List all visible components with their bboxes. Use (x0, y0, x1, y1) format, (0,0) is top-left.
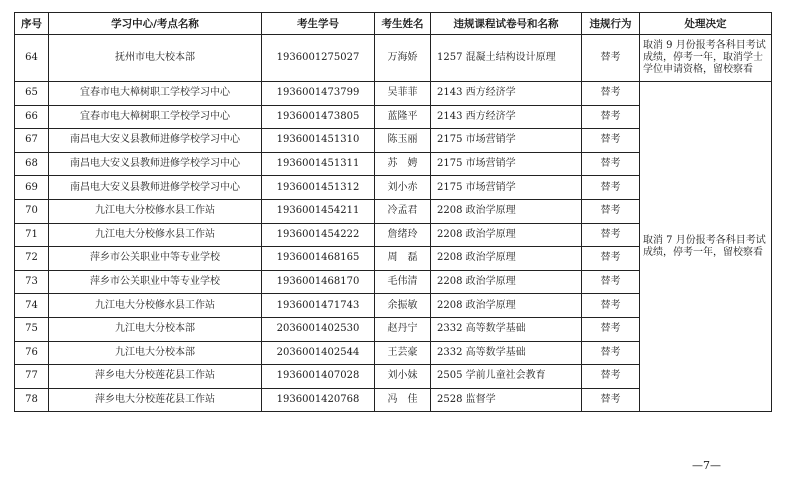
page-number: —7— (692, 459, 721, 472)
cell-violation: 替考 (582, 35, 640, 82)
cell-center: 萍乡电大分校莲花县工作站 (49, 388, 262, 412)
header-violation: 违规行为 (582, 13, 640, 35)
cell-student-id: 2036001402544 (262, 341, 375, 365)
cell-student-id: 1936001451312 (262, 176, 375, 200)
decision-second: 取消 7 月份报考各科目考试成绩，停考一年，留校察看 (640, 82, 772, 412)
cell-course: 2208 政治学原理 (431, 199, 582, 223)
cell-course: 2208 政治学原理 (431, 247, 582, 271)
cell-violation: 替考 (582, 365, 640, 389)
header-name: 考生姓名 (375, 13, 431, 35)
cell-name: 蓝隆平 (375, 105, 431, 129)
cell-student-id: 2036001402530 (262, 317, 375, 341)
cell-student-id: 1936001451310 (262, 129, 375, 153)
cell-no: 68 (15, 152, 49, 176)
cell-course: 2208 政治学原理 (431, 223, 582, 247)
cell-course: 2332 高等数学基础 (431, 317, 582, 341)
cell-no: 70 (15, 199, 49, 223)
cell-center: 南昌电大安义县教师进修学校学习中心 (49, 176, 262, 200)
cell-no: 64 (15, 35, 49, 82)
cell-course: 2208 政治学原理 (431, 270, 582, 294)
cell-name: 苏 娉 (375, 152, 431, 176)
cell-student-id: 1936001468170 (262, 270, 375, 294)
header-center: 学习中心/考点名称 (49, 13, 262, 35)
cell-center: 九江电大分校本部 (49, 317, 262, 341)
header-course: 违规课程试卷号和名称 (431, 13, 582, 35)
cell-course: 2332 高等数学基础 (431, 341, 582, 365)
table-row (15, 82, 772, 106)
cell-center: 九江电大分校修水县工作站 (49, 223, 262, 247)
cell-violation: 替考 (582, 270, 640, 294)
cell-violation: 替考 (582, 388, 640, 412)
cell-center: 宜春市电大樟树职工学校学习中心 (49, 105, 262, 129)
cell-course: 2208 政治学原理 (431, 294, 582, 318)
cell-violation: 替考 (582, 341, 640, 365)
cell-no: 73 (15, 270, 49, 294)
header-decision: 处理决定 (640, 13, 772, 35)
header-no: 序号 (15, 13, 49, 35)
cell-name: 冷孟君 (375, 199, 431, 223)
cell-no: 69 (15, 176, 49, 200)
cell-name: 余振敏 (375, 294, 431, 318)
cell-student-id: 1936001275027 (262, 35, 375, 82)
cell-no: 71 (15, 223, 49, 247)
cell-name: 毛伟清 (375, 270, 431, 294)
cell-name: 周 磊 (375, 247, 431, 271)
cell-course: 1257 混凝土结构设计原理 (431, 35, 582, 82)
cell-student-id: 1936001454211 (262, 199, 375, 223)
cell-student-id: 1936001454222 (262, 223, 375, 247)
cell-course: 2175 市场营销学 (431, 152, 582, 176)
cell-no: 67 (15, 129, 49, 153)
cell-violation: 替考 (582, 176, 640, 200)
cell-no: 74 (15, 294, 49, 318)
table-row (15, 35, 772, 82)
cell-name: 冯 佳 (375, 388, 431, 412)
cell-course: 2175 市场营销学 (431, 176, 582, 200)
cell-no: 76 (15, 341, 49, 365)
cell-violation: 替考 (582, 152, 640, 176)
cell-center: 九江电大分校修水县工作站 (49, 294, 262, 318)
cell-name: 刘小妹 (375, 365, 431, 389)
cell-name: 吴菲菲 (375, 82, 431, 106)
cell-student-id: 1936001468165 (262, 247, 375, 271)
cell-student-id: 1936001473805 (262, 105, 375, 129)
cell-no: 65 (15, 82, 49, 106)
cell-center: 萍乡市公关职业中等专业学校 (49, 270, 262, 294)
cell-center: 九江电大分校本部 (49, 341, 262, 365)
cell-no: 66 (15, 105, 49, 129)
cell-violation: 替考 (582, 199, 640, 223)
cell-student-id: 1936001407028 (262, 365, 375, 389)
cell-center: 萍乡电大分校莲花县工作站 (49, 365, 262, 389)
cell-name: 陈玉丽 (375, 129, 431, 153)
cell-course: 2143 西方经济学 (431, 105, 582, 129)
header-student-id: 考生学号 (262, 13, 375, 35)
decision-first: 取消 9 月份报考各科目考试成绩，停考一年，取消学士学位申请资格，留校察看 (640, 35, 772, 82)
violation-table (14, 12, 772, 412)
table-header-row (15, 13, 772, 35)
cell-violation: 替考 (582, 105, 640, 129)
cell-violation: 替考 (582, 223, 640, 247)
cell-center: 南昌电大安义县教师进修学校学习中心 (49, 152, 262, 176)
cell-course: 2143 西方经济学 (431, 82, 582, 106)
cell-no: 78 (15, 388, 49, 412)
cell-no: 77 (15, 365, 49, 389)
cell-no: 75 (15, 317, 49, 341)
cell-center: 萍乡市公关职业中等专业学校 (49, 247, 262, 271)
cell-center: 宜春市电大樟树职工学校学习中心 (49, 82, 262, 106)
cell-name: 王芸豪 (375, 341, 431, 365)
cell-center: 抚州市电大校本部 (49, 35, 262, 82)
cell-course: 2175 市场营销学 (431, 129, 582, 153)
cell-name: 詹绪玲 (375, 223, 431, 247)
cell-course: 2528 监督学 (431, 388, 582, 412)
cell-name: 赵丹宁 (375, 317, 431, 341)
cell-violation: 替考 (582, 247, 640, 271)
cell-student-id: 1936001451311 (262, 152, 375, 176)
cell-violation: 替考 (582, 129, 640, 153)
cell-violation: 替考 (582, 82, 640, 106)
cell-violation: 替考 (582, 294, 640, 318)
cell-violation: 替考 (582, 317, 640, 341)
cell-student-id: 1936001420768 (262, 388, 375, 412)
cell-student-id: 1936001471743 (262, 294, 375, 318)
cell-name: 刘小赤 (375, 176, 431, 200)
cell-center: 南昌电大安义县教师进修学校学习中心 (49, 129, 262, 153)
cell-name: 万海娇 (375, 35, 431, 82)
cell-student-id: 1936001473799 (262, 82, 375, 106)
cell-center: 九江电大分校修水县工作站 (49, 199, 262, 223)
cell-course: 2505 学前儿童社会教育 (431, 365, 582, 389)
cell-no: 72 (15, 247, 49, 271)
